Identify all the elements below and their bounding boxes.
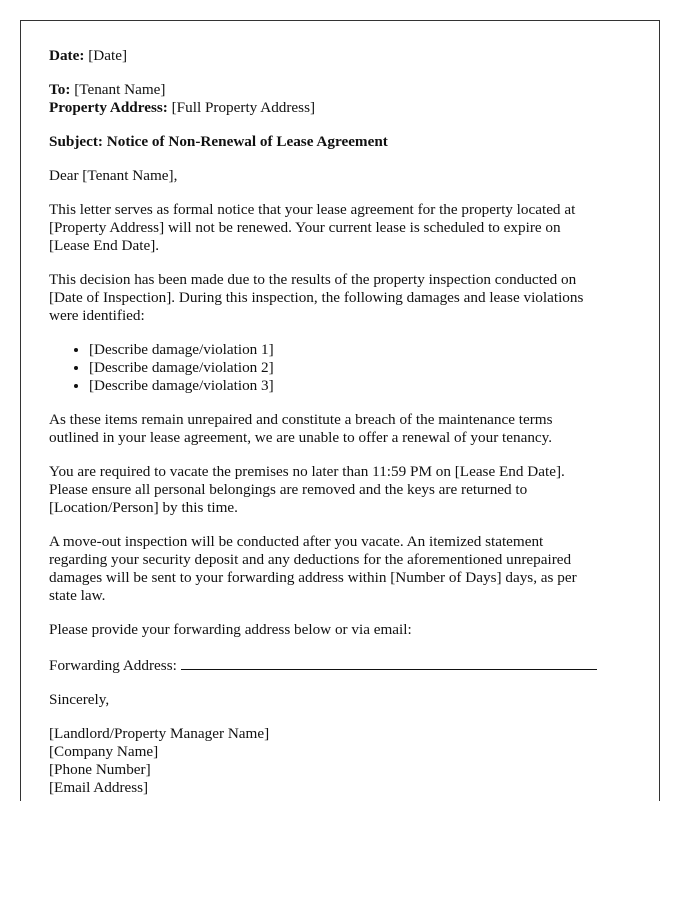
paragraph-text: damages will be sent to your forwarding address within [Number of Days] days, as per xyxy=(49,569,577,586)
paragraph-text: regarding your security deposit and any deductions for the aforementioned unrepaired xyxy=(49,551,572,568)
signature-phone: [Phone Number] xyxy=(49,761,151,778)
signature-email: [Email Address] xyxy=(49,779,149,796)
list-item: • [Describe damage/violation 3] xyxy=(89,377,629,395)
signature-company: [Company Name] xyxy=(49,743,159,760)
signature-block xyxy=(49,725,629,797)
property-address-value: [Full Property Address] xyxy=(171,99,316,116)
property-address-label: Property Address: xyxy=(49,99,168,116)
paragraph-inspection xyxy=(49,271,629,325)
forwarding-address-row xyxy=(49,655,629,675)
paragraph-forwarding-request: Please provide your forwarding address below or via email: xyxy=(49,621,412,638)
signature-name: [Landlord/Property Manager Name] xyxy=(49,725,270,742)
letter-body xyxy=(49,47,629,801)
paragraph-notice xyxy=(49,201,629,255)
paragraph-text: A move-out inspection will be conducted after you vacate. An itemized statement xyxy=(49,533,544,550)
paragraph-text: [Lease End Date]. xyxy=(49,237,160,254)
paragraph-text: were identified: xyxy=(49,307,145,324)
date-value: [Date] xyxy=(88,47,128,64)
paragraph-text: This decision has been made due to the results of the property inspection conducted on xyxy=(49,271,577,288)
paragraph-text: Please ensure all personal belongings are removed and the keys are returned to xyxy=(49,481,528,498)
date-line xyxy=(49,47,629,65)
to-label: To: xyxy=(49,81,71,98)
closing: Sincerely, xyxy=(49,691,110,708)
paragraph-text: You are required to vacate the premises no later than 11:59 PM on [Lease End Date]. xyxy=(49,463,565,480)
paragraph-text: [Property Address] will not be renewed. Your current lease is scheduled to expire on xyxy=(49,219,561,236)
paragraph-text: [Location/Person] by this time. xyxy=(49,499,238,516)
letter-page xyxy=(20,20,660,801)
paragraph-text: outlined in your lease agreement, we are unable to offer a renewal of your tenancy. xyxy=(49,429,553,446)
forwarding-address-field[interactable] xyxy=(181,655,597,670)
recipient-block xyxy=(49,81,629,117)
paragraph-text: As these items remain unrepaired and constitute a breach of the maintenance terms xyxy=(49,411,553,428)
salutation: Dear [Tenant Name], xyxy=(49,167,178,184)
list-item: • [Describe damage/violation 1] xyxy=(89,341,629,359)
date-label: Date: xyxy=(49,47,85,64)
paragraph-breach xyxy=(49,411,629,447)
paragraph-text: This letter serves as formal notice that your lease agreement for the property located at xyxy=(49,201,576,218)
paragraph-text: state law. xyxy=(49,587,106,604)
paragraph-deposit xyxy=(49,533,629,605)
violations-list xyxy=(49,341,629,395)
forwarding-address-label: Forwarding Address: xyxy=(49,657,177,674)
to-value: [Tenant Name] xyxy=(74,81,166,98)
paragraph-vacate xyxy=(49,463,629,517)
list-item: • [Describe damage/violation 2] xyxy=(89,359,629,377)
paragraph-text: [Date of Inspection]. During this inspection, the following damages and lease violations xyxy=(49,289,584,306)
subject-line: Subject: Notice of Non-Renewal of Lease Agreement xyxy=(49,133,388,150)
